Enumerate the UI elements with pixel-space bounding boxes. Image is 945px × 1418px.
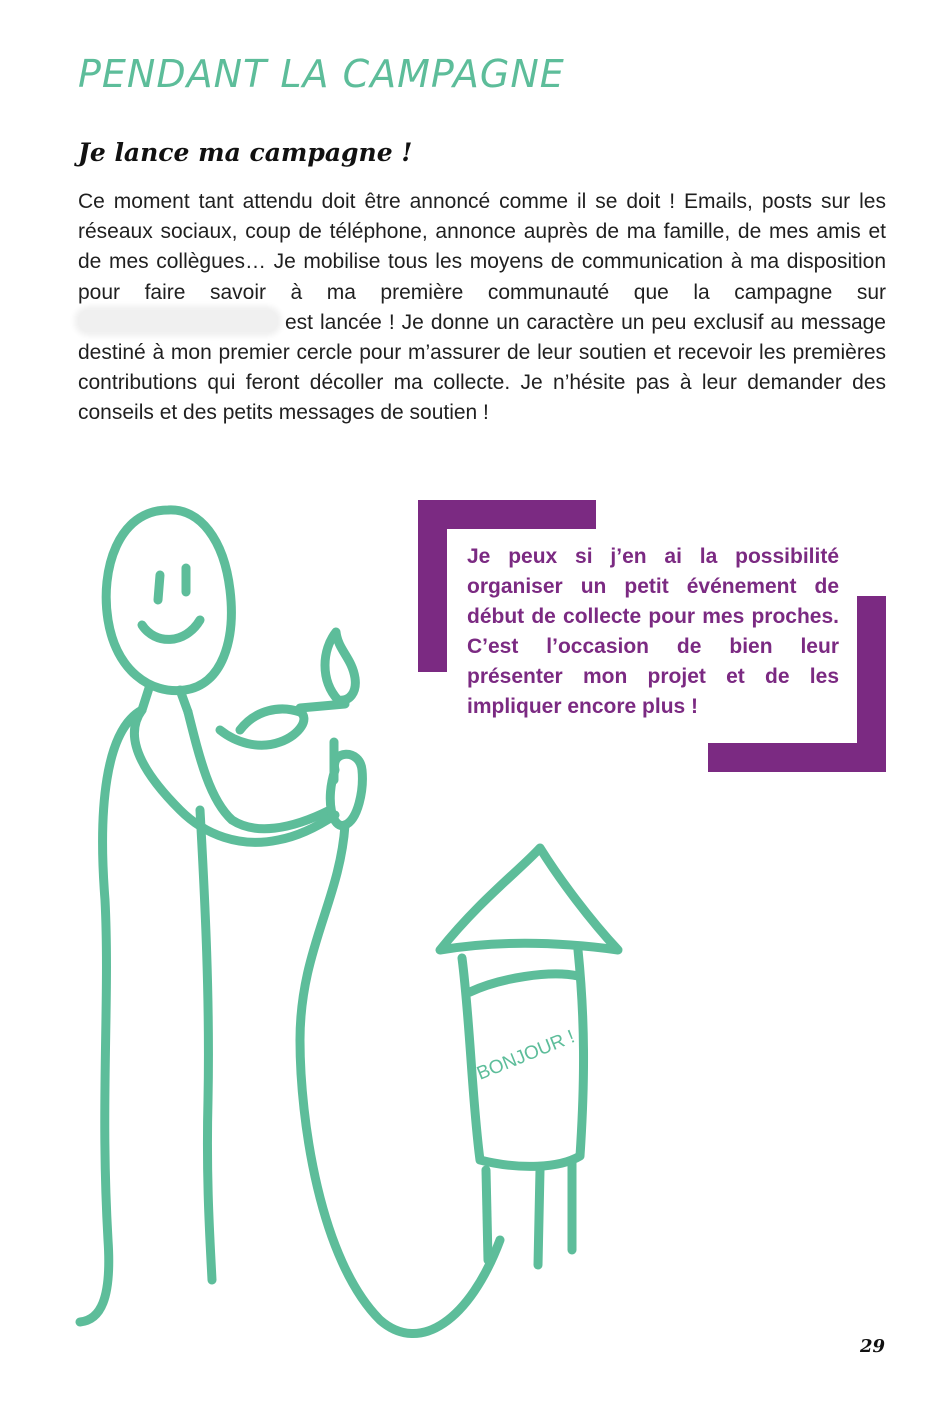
stick-figure-body-inner: [188, 712, 330, 829]
section-title: PENDANT LA CAMPAGNE: [78, 52, 565, 96]
stick-figure-body: [80, 710, 142, 1322]
match-flame: [325, 632, 355, 700]
stick-figure-leg: [200, 810, 212, 1280]
stick-figure-head: [106, 510, 231, 691]
body-paragraph: [78, 187, 886, 429]
rocket-cone: [440, 848, 618, 950]
rocket-label: BONJOUR !: [474, 1026, 578, 1085]
rocket-band: [470, 974, 578, 992]
smile: [142, 620, 200, 639]
body-text-part-1: Ce moment tant attendu doit être annoncé comme il se doit ! Emails, posts sur les réseaux sociaux, coup de téléphone, annonce auprès de ma famille, de mes amis et de mes collègues… Je mobilise tous les moyens de communication à ma disposition pour faire savoir à ma première communauté que la campagne sur: [78, 190, 886, 304]
rocket-leg-left: [486, 1170, 488, 1260]
rocket-leg-middle: [538, 1170, 540, 1265]
match-stick: [300, 704, 345, 708]
redacted-platform-name: [78, 310, 278, 332]
left-eye: [158, 575, 160, 600]
callout-text: Je peux si j’en ai la possibilité organiser un petit événement de début de collecte pour mes proches. C’est l’occasion de bien leur présenter mon projet et de les impliquer encore plus !: [467, 545, 839, 718]
subtitle: Je lance ma campagne !: [78, 138, 413, 167]
body-text-part-2: est lancée ! Je donne un caractère un peu exclusif au message destiné à mon premier cercle pour m’assurer de leur soutien et recevoir les premières contributions qui feront décoller ma collecte. Je n’hésite pas à leur demander des conseils et des petits messages de soutien !: [78, 310, 886, 425]
stick-figure-hand-upper: [220, 709, 304, 745]
stick-figure-rocket-illustration: [0, 480, 945, 1380]
page-number: 29: [860, 1336, 886, 1357]
